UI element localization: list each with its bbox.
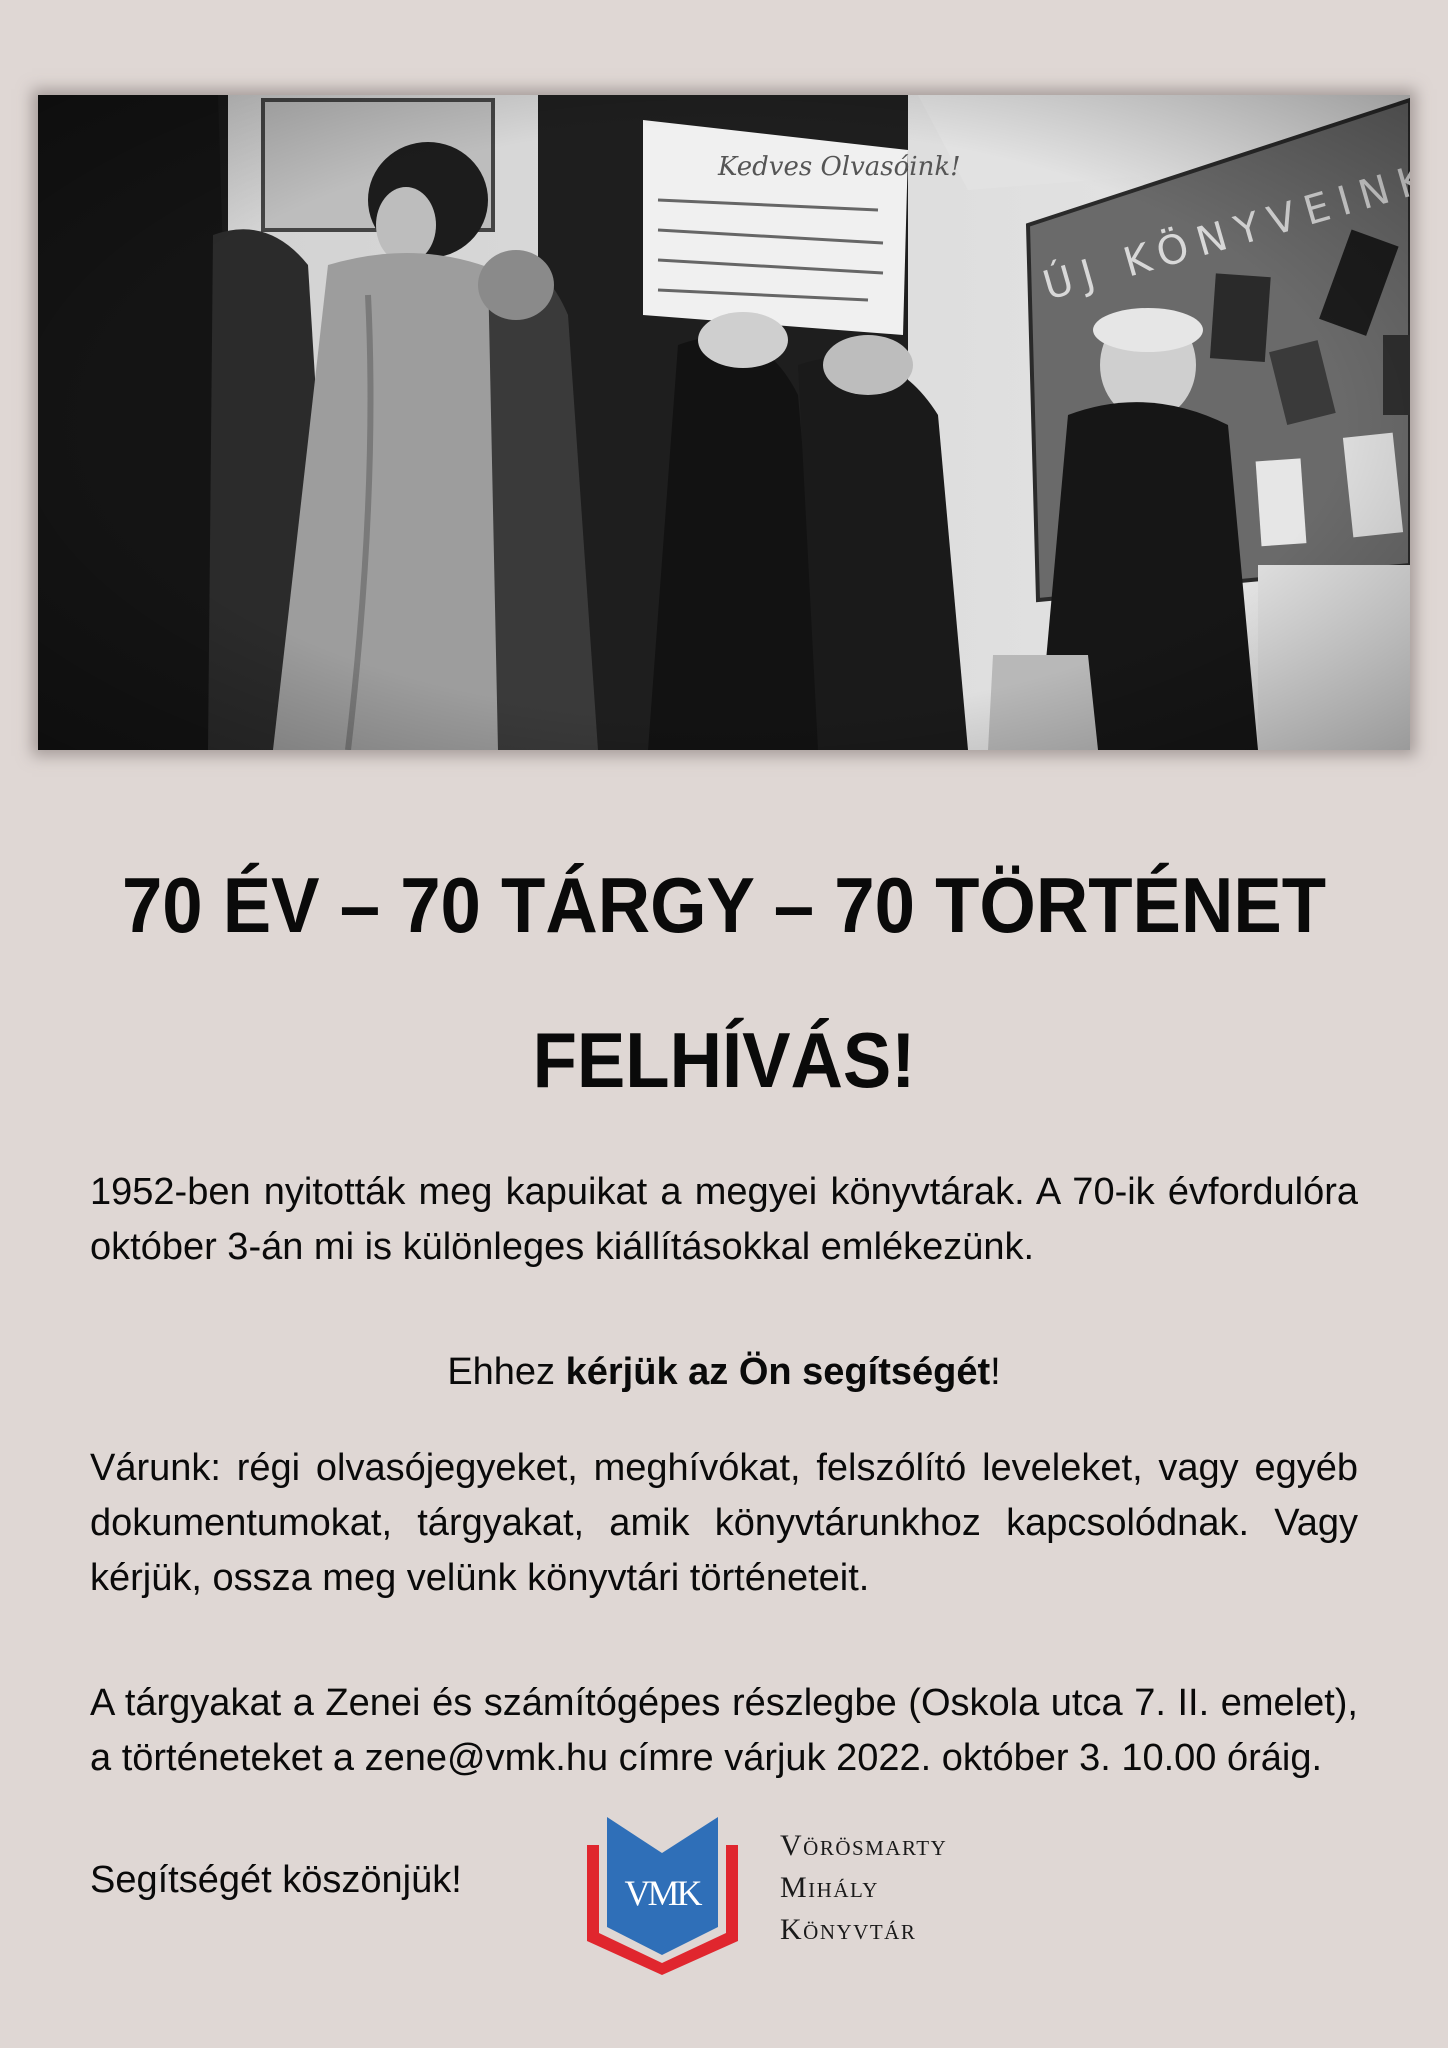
open-book-icon bbox=[585, 1815, 740, 1975]
delivery-paragraph: A tárgyakat a Zenei és számítógépes részlegbe (Oskola utca 7. II. emelet), a történeteket a zene@vmk.hu címre várjuk 2022. október 3. 10.00 óráig. bbox=[90, 1682, 1358, 1779]
library-name-line3: Könyvtár bbox=[780, 1913, 917, 1946]
thanks-text: Segítségét köszönjük! bbox=[90, 1859, 462, 1901]
library-name-line1: Vörösmarty bbox=[780, 1829, 948, 1862]
logo-monogram: VMK bbox=[624, 1873, 700, 1913]
library-name bbox=[780, 1825, 947, 1951]
photo-illustration bbox=[38, 95, 1410, 750]
wanted-items-paragraph: Várunk: régi olvasójegyeket, meghívókat, felszólító leveleket, vagy egyéb dokumentumokat, tárgyakat, amik könyvtárunkhoz kapcsolódnak. Vagy kérjük, ossza meg velünk könyvtári történeteit. bbox=[90, 1447, 1358, 1599]
intro-paragraph: 1952-ben nyitották meg kapuikat a megyei könyvtárak. A 70-ik évfordulóra október 3-án mi is különleges kiállításokkal emlékezünk. bbox=[90, 1171, 1358, 1268]
historical-photo bbox=[38, 95, 1410, 750]
page-subtitle: FELHÍVÁS! bbox=[532, 1016, 916, 1104]
request-suffix: ! bbox=[990, 1351, 1001, 1393]
request-paragraph bbox=[90, 1345, 1358, 1400]
library-name-line2: Mihály bbox=[780, 1871, 879, 1904]
page-title: 70 ÉV – 70 TÁRGY – 70 TÖRTÉNET bbox=[121, 861, 1327, 949]
library-logo bbox=[585, 1815, 1015, 1975]
request-emphasis: kérjük az Ön segítségét bbox=[565, 1351, 991, 1393]
request-prefix: Ehhez bbox=[447, 1351, 566, 1393]
